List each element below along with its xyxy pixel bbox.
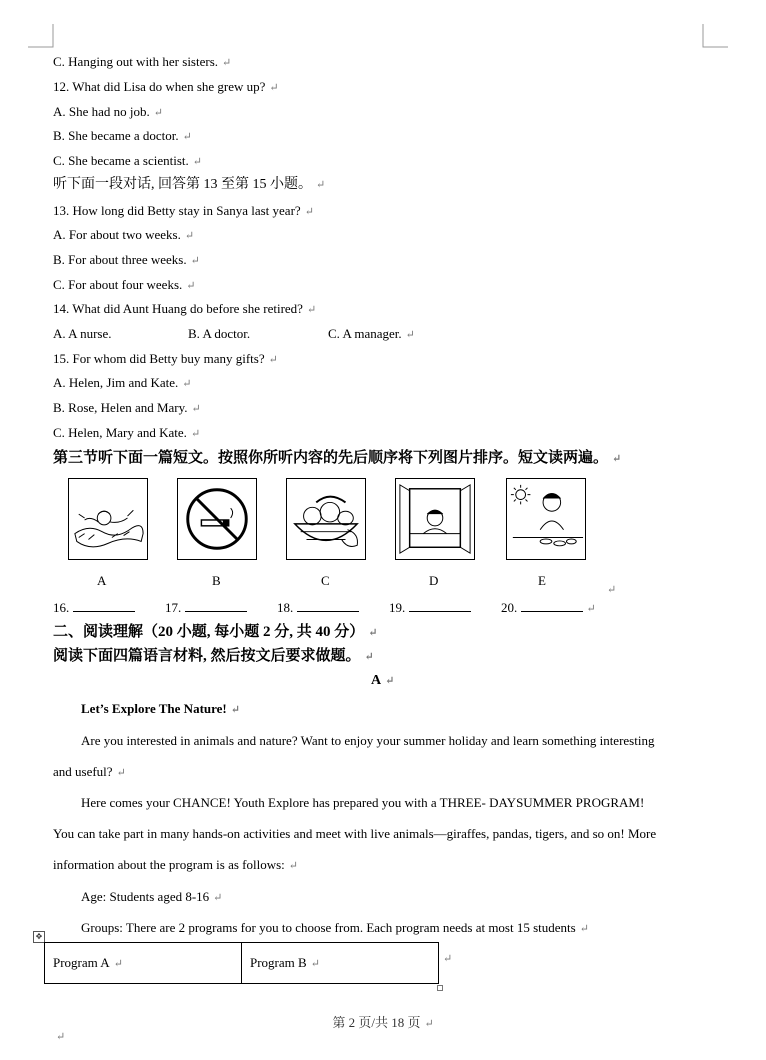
- picture-e: [506, 478, 586, 560]
- blank-16[interactable]: 16.: [53, 599, 165, 616]
- blank-19[interactable]: 19.: [389, 599, 501, 616]
- paragraph-2-line-3: information about the program is as follows: ↵: [53, 857, 299, 872]
- question-15: 15. For whom did Betty buy many gifts? ↵: [53, 351, 278, 366]
- blank-17[interactable]: 17.: [165, 599, 277, 616]
- option-12c: C. She became a scientist. ↵: [53, 153, 202, 168]
- paragraph-1-line-1: Are you interested in animals and nature? Want to enjoy your summer holiday and learn something interesting: [81, 733, 655, 748]
- option-14a: A. A nurse.: [53, 326, 112, 341]
- table-row: [45, 943, 439, 984]
- row-end-mark: ↵: [443, 953, 453, 965]
- paragraph-1-line-2: and useful? ↵: [53, 764, 126, 779]
- option-15b: B. Rose, Helen and Mary. ↵: [53, 400, 201, 415]
- instruction-13-15: 听下面一段对话, 回答第 13 至第 15 小题。 ↵: [53, 177, 326, 192]
- page-footer: 第 2 页/共 18 页 ↵: [332, 1015, 434, 1030]
- table-cell-program-b: Program B ↵: [242, 943, 439, 984]
- option-14b: B. A doctor.: [188, 326, 251, 341]
- reading-instruction: 阅读下面四篇语言材料, 然后按文后要求做题。 ↵: [53, 648, 374, 664]
- swimming-boy-icon: [69, 479, 147, 559]
- answer-blanks: 16. 17. 18. 19. 20. ↵: [53, 600, 596, 615]
- option-13a: A. For about two weeks. ↵: [53, 227, 195, 242]
- options-14: A. A nurse. B. A doctor. C. A manager. ↵: [53, 326, 415, 341]
- picture-a: [68, 478, 148, 560]
- option-12b: B. She became a doctor. ↵: [53, 128, 192, 143]
- paragraph-2-line-1: Here comes your CHANCE! Youth Explore has prepared you with a THREE- DAYSUMMER PROGRAM!: [81, 795, 645, 810]
- option-13c: C. For about four weeks. ↵: [53, 277, 196, 292]
- groups-line: Groups: There are 2 programs for you to choose from. Each program needs at most 15 students ↵: [81, 920, 589, 935]
- option-12a: A. She had no job. ↵: [53, 104, 163, 119]
- picture-label-a: A: [97, 573, 107, 588]
- picture-label-b: B: [212, 573, 221, 588]
- picture-b: [177, 478, 257, 560]
- no-smoking-icon: [178, 479, 256, 559]
- end-mark: ↵: [56, 1031, 66, 1043]
- blank-18[interactable]: 18.: [277, 599, 389, 616]
- option-line: C. Hanging out with her sisters. ↵: [53, 54, 232, 69]
- age-line: Age: Students aged 8-16 ↵: [81, 889, 223, 904]
- option-14c: C. A manager.: [328, 326, 402, 341]
- question-14: 14. What did Aunt Huang do before she retired? ↵: [53, 301, 317, 316]
- option-15c: C. Helen, Mary and Kate. ↵: [53, 425, 201, 440]
- question-13: 13. How long did Betty stay in Sanya last year? ↵: [53, 203, 314, 218]
- picture-label-e: E: [538, 573, 546, 588]
- boy-at-window-icon: [396, 479, 474, 559]
- crop-mark-top-left: [28, 24, 54, 50]
- boy-eating-icon: [507, 479, 585, 559]
- table-move-handle-icon[interactable]: ✥: [33, 931, 45, 943]
- passage-letter: A ↵: [371, 673, 395, 688]
- return-mark: ↵: [607, 584, 617, 596]
- picture-label-c: C: [321, 573, 330, 588]
- option-13b: B. For about three weeks. ↵: [53, 252, 200, 267]
- blank-20[interactable]: 20.: [501, 600, 583, 615]
- reading-heading: 二、阅读理解（20 小题, 每小题 2 分, 共 40 分） ↵: [53, 624, 378, 640]
- paragraph-2-line-2: You can take part in many hands-on activities and meet with live animals—giraffes, pandas, tigers, and so on! More: [53, 826, 657, 841]
- table-resize-handle[interactable]: [437, 985, 443, 991]
- picture-label-d: D: [429, 573, 439, 588]
- fruit-basket-icon: [287, 479, 365, 559]
- picture-d: [395, 478, 475, 560]
- crop-mark-top-right: [702, 24, 728, 50]
- picture-c: [286, 478, 366, 560]
- section-3-heading: 第三节听下面一篇短文。按照你所听内容的先后顺序将下列图片排序。短文读两遍。 ↵: [53, 450, 622, 466]
- passage-title: Let’s Explore The Nature! ↵: [81, 701, 240, 716]
- table-cell-program-a: Program A ↵: [45, 943, 242, 984]
- program-table: [44, 942, 439, 984]
- question-12: 12. What did Lisa do when she grew up? ↵: [53, 79, 279, 94]
- option-15a: A. Helen, Jim and Kate. ↵: [53, 375, 192, 390]
